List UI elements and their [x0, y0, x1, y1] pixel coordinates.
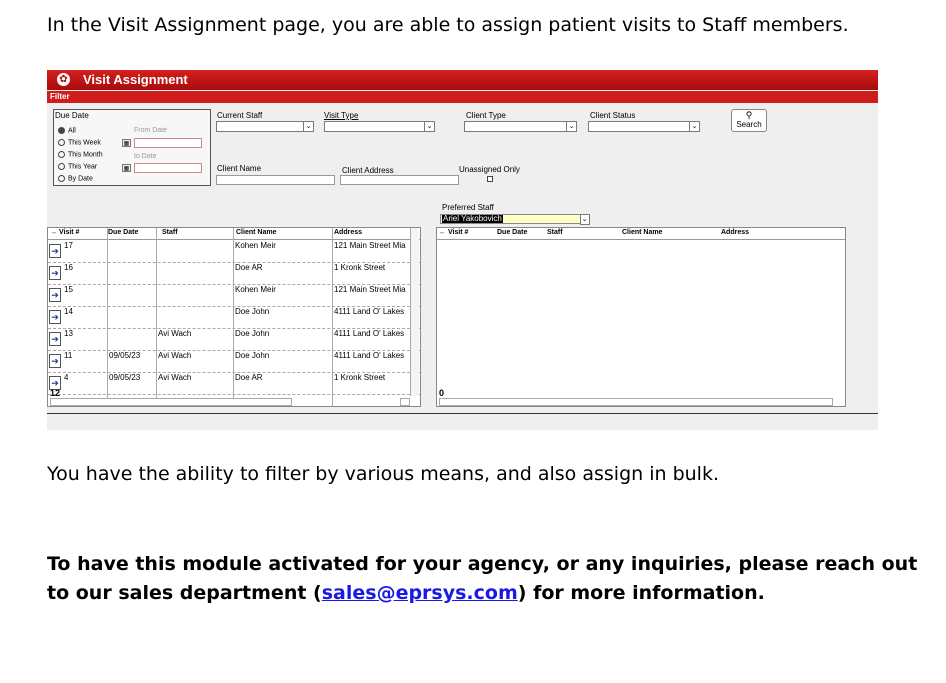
- to-date-label: to Date: [134, 153, 157, 160]
- grid-header: [48, 228, 420, 240]
- left-horizontal-scrollbar[interactable]: [50, 398, 292, 406]
- to-date-input[interactable]: [134, 163, 202, 173]
- visit-number-cell: 13: [64, 329, 73, 338]
- due-date-cell: 09/05/23: [109, 351, 141, 360]
- address-cell: 4111 Land O' Lakes: [334, 329, 405, 338]
- client-type-select[interactable]: [464, 121, 577, 132]
- staff-cell: Avi Wach: [158, 373, 192, 382]
- client-name-cell: Doe AR: [235, 373, 263, 382]
- due-date-label: Due Date: [55, 111, 89, 120]
- chevron-down-icon: ⌄: [424, 122, 434, 131]
- assign-arrow-icon[interactable]: ➔: [49, 376, 61, 390]
- client-status-select[interactable]: [588, 121, 700, 132]
- assign-arrow-icon[interactable]: ➔: [49, 266, 61, 280]
- header-visit[interactable]: → Visit #: [50, 229, 80, 236]
- binoculars-icon: ⚲: [745, 110, 753, 120]
- chevron-down-icon: ⌄: [581, 216, 588, 223]
- client-address-label: Client Address: [342, 166, 394, 175]
- chevron-down-icon: ⌄: [689, 122, 699, 131]
- unassigned-visits-grid: [47, 227, 421, 407]
- staff-cell: Avi Wach: [158, 329, 192, 338]
- header-client-name[interactable]: Client Name: [236, 229, 277, 236]
- visit-number-cell: 17: [64, 241, 73, 250]
- table-row[interactable]: [48, 262, 420, 285]
- radio-this-month[interactable]: This Month: [58, 151, 103, 158]
- address-cell: 4111 Land O' Lakes: [334, 307, 405, 316]
- app-logo-icon: ✿: [57, 73, 70, 86]
- header-due-date[interactable]: Due Date: [108, 229, 139, 236]
- visit-number-cell: 15: [64, 285, 73, 294]
- table-row[interactable]: [48, 240, 420, 263]
- radio-this-week[interactable]: This Week: [58, 139, 101, 146]
- header-visit[interactable]: ← Visit #: [439, 229, 469, 236]
- preferred-staff-input[interactable]: Ariel Yakobovich: [440, 214, 583, 224]
- table-row[interactable]: [48, 372, 420, 395]
- from-date-label: From Date: [134, 127, 168, 134]
- divider: [47, 413, 878, 414]
- left-scroll-right[interactable]: [400, 398, 410, 406]
- current-staff-select[interactable]: [216, 121, 314, 132]
- client-type-label: Client Type: [466, 111, 506, 120]
- visit-assignment-screenshot: [47, 70, 878, 430]
- table-row[interactable]: [48, 328, 420, 351]
- to-calendar-icon[interactable]: ▦: [123, 166, 130, 172]
- assign-arrow-icon[interactable]: ➔: [49, 288, 61, 302]
- title-bar: [47, 70, 878, 90]
- address-cell: 121 Main Street Mia: [334, 285, 406, 294]
- assign-arrow-icon[interactable]: ➔: [49, 354, 61, 368]
- chevron-down-icon: ⌄: [566, 122, 576, 131]
- client-address-input[interactable]: [340, 175, 459, 185]
- intro-text: In the Visit Assignment page, you are able to assign patient visits to Staff members.: [47, 14, 849, 36]
- current-staff-label: Current Staff: [217, 111, 263, 120]
- filter-text: You have the ability to filter by various means, and also assign in bulk.: [47, 463, 719, 485]
- header-client-name[interactable]: Client Name: [622, 229, 663, 236]
- from-date-input[interactable]: [134, 138, 202, 148]
- due-date-group: [53, 109, 211, 186]
- unassigned-only-label: Unassigned Only: [459, 165, 520, 174]
- assigned-visits-grid: [436, 227, 846, 407]
- client-name-cell: Doe John: [235, 351, 270, 360]
- left-vertical-scrollbar[interactable]: [410, 228, 419, 396]
- header-staff[interactable]: Staff: [162, 229, 178, 236]
- table-row[interactable]: [48, 350, 420, 373]
- address-cell: 1 Kronk Street: [334, 373, 386, 382]
- visit-number-cell: 4: [64, 373, 69, 382]
- client-name-cell: Kohen Meir: [235, 241, 276, 250]
- preferred-staff-dropdown[interactable]: [580, 214, 590, 225]
- header-staff[interactable]: Staff: [547, 229, 563, 236]
- cta-suffix: ) for more information.: [517, 582, 765, 604]
- client-name-cell: Kohen Meir: [235, 285, 276, 294]
- client-status-label: Client Status: [590, 111, 636, 120]
- unassigned-only-checkbox[interactable]: [487, 176, 493, 182]
- header-due-date[interactable]: Due Date: [497, 229, 528, 236]
- radio-all[interactable]: All: [58, 127, 76, 134]
- radio-this-year[interactable]: This Year: [58, 163, 97, 170]
- cta-prefix: To have this module activated for your agency, or any inquiries, please reach out to our sales department (: [47, 553, 918, 604]
- address-cell: 4111 Land O' Lakes: [334, 351, 405, 360]
- right-horizontal-scrollbar[interactable]: [439, 398, 833, 406]
- assign-arrow-icon[interactable]: ➔: [49, 310, 61, 324]
- header-address[interactable]: Address: [334, 229, 363, 236]
- visit-number-cell: 16: [64, 263, 73, 272]
- sales-email-link[interactable]: sales@eprsys.com: [321, 582, 518, 604]
- radio-by-date[interactable]: By Date: [58, 175, 93, 182]
- visit-number-cell: 14: [64, 307, 73, 316]
- preferred-staff-label: Preferred Staff: [442, 203, 494, 212]
- visit-type-label: Visit Type: [324, 111, 359, 120]
- header-address[interactable]: Address: [721, 229, 750, 236]
- grid-header: [437, 228, 845, 240]
- client-name-cell: Doe John: [235, 307, 270, 316]
- address-cell: 1 Kronk Street: [334, 263, 386, 272]
- table-row[interactable]: [48, 306, 420, 329]
- assign-arrow-icon[interactable]: ➔: [49, 332, 61, 346]
- client-name-label: Client Name: [217, 164, 262, 173]
- search-button[interactable]: ⚲ Search: [731, 109, 767, 132]
- client-name-cell: Doe AR: [235, 263, 263, 272]
- table-row[interactable]: [48, 284, 420, 307]
- visit-type-select[interactable]: [324, 121, 435, 132]
- filter-header: Filter: [47, 91, 878, 103]
- due-date-cell: 09/05/23: [109, 373, 141, 382]
- assign-arrow-icon[interactable]: ➔: [49, 244, 61, 258]
- chevron-down-icon: ⌄: [303, 122, 313, 131]
- left-grid-count: 12: [50, 388, 61, 398]
- address-cell: 121 Main Street Mia: [334, 241, 406, 250]
- staff-cell: Avi Wach: [158, 351, 192, 360]
- right-grid-count: 0: [439, 388, 445, 398]
- client-name-cell: Doe John: [235, 329, 270, 338]
- cta-text: [47, 550, 927, 608]
- from-calendar-icon[interactable]: ▦: [123, 141, 130, 147]
- client-name-input[interactable]: [216, 175, 335, 185]
- visit-number-cell: 11: [64, 351, 73, 360]
- window-title: Visit Assignment: [83, 72, 188, 87]
